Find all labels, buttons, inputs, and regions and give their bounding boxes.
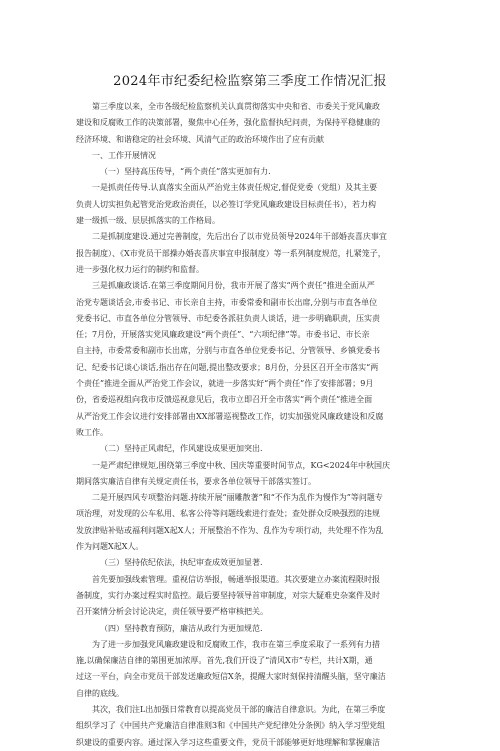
body-line: 过这一平台，向全市党员干部发送廉政短信X条，提醒大家时刻保持清醒头脑，坚守廉洁 [76,672,386,682]
body-line: 自律的底线。 [76,688,124,698]
body-line: 个责任”推进全面从严治党工作会议，就进一步落实好“两个责任”作了安排部署；9月 [76,379,374,389]
body-line: 经济环境、和谐稳定的社会环境、风清气正的政治环境作出了应有贡献 [76,134,324,144]
body-line: 期间落实廉洁自律有关规定责任书，要求各单位领导干部落实签订。 [76,476,316,486]
body-line: （三）坚持依纪依法，执纪审查成效更加显著. [100,558,263,568]
body-line: 施,以确保廉洁自律的第围更加浓厚。首先,我们开设了“清风X市”专栏，共计X期，通 [76,656,373,666]
body-line: （一）坚持高压传导，“两个责任”落实更加有力. [100,167,271,177]
body-line: 第三季度以来，全市各级纪检监察机关认真贯彻落实中央和省、市委关于党风廉政 [92,102,380,111]
body-line: 一、工作开展情况 [92,150,156,160]
body-line: 治党专题谈话会,市委书记、市长亲自主持，市委常委和副市长出席,分别与市直各单位 [76,297,378,307]
body-line: 进一步强化权力运行的制约和监督。 [76,264,204,274]
body-line: 从严治党工作会议进行安排部署由XX部署巡视整改工作，切实加强党风廉政建设和反腐 [76,411,384,421]
body-line: 建设和反腐败工作的决策部署，聚焦中心任务，强化监督执纪问责，为保持平稳健康的 [76,118,380,128]
body-line: 任；7月份，开展落实党风廉政建设“两个责任”、“六项纪律”等。市委书记、市长亲 [76,330,370,340]
body-line: 报告制度）、《X市党员干部操办婚丧喜庆事宜申报制度）等一系列制度规范，扎紧笼子， [76,248,386,258]
body-line: 建一级抓一级、层层抓落实的工作格局。 [76,216,220,226]
body-line: 组织学习了《中国共产党廉洁自律准则3和《中国共产党纪律处分条例》纳入学习型党组 [76,721,386,731]
body-line: 织建设的重要内容。通过深入学习这些重要文件，党员干部能够更好地理解和掌握廉洁 [76,737,380,747]
body-line: 发放津贴补贴或福利问题X起X人；开展整治不作为、乱作为专项行动，共处理不作为乱 [76,525,384,535]
body-line: 备制度，实行办案过程实时监控。最后要坚持领导首审制度，对宗大疑难史杂案件及时 [76,590,380,600]
body-line: 二是开展四风专项整治问题.持续开展“丽雕散著”和“不作为乱作为慢作为”等问题专 [92,493,383,503]
body-line: 三是抓廉政谈话.在第三季度期间月份，我市开展了落实“两个责任”推进全面从严 [92,281,375,291]
body-line: （二）坚持正风肃纪，作风建设成果更加突出. [100,444,263,454]
body-line: 党委书记、市直各单位分管领导、市纪委各派驻负责人谈话，进一步明确职责，压实责 [76,313,380,323]
body-line: 份，省委巡视组向我市反馈巡视意见后，我市立即召开全市落实“两个责任”推进全面 [76,395,373,405]
document-title: 2024年市纪委纪检监察第三季度工作情况汇报 [113,74,387,89]
body-line: 二是抓制度建设.通过完善制度，先后出台了以市党员领导2024年干部婚丧喜庆事宜 [92,232,387,242]
body-line: 召开案情分析会讨论决定，责任领导要严格审核把关。 [76,607,268,617]
body-line: 败工作。 [76,427,108,437]
body-line: 项治理，对发现的公车私用、私客公待等问题线索进行查处；查处群众反映强烈的违规 [76,509,380,519]
body-line: 负责人切实担负起管党治党政治责任，以必签订学党风廉政建设目标责任书），若力构 [76,199,376,209]
body-line: 一是抓责任传导.认真落实全面从严治党主体责任规定,督促党委（党组）及其主要 [92,183,378,193]
body-line: 记、纪委书记谈心谈话,指出存在问题,提出整改要求；8月份，分县区召开全市落实“两 [76,362,379,372]
body-line: 首先要加强线索管理。重视信访举报，畅通举报渠道。其次要建立办案流程限时报 [92,574,380,584]
body-line: 自主持，市委常委和副市长出席，分别与市直各单位党委书记、分管领导、乡镇党委书 [76,346,380,356]
body-line: 一是严肃纪律规矩,围绕第三季度中秋、国庆等重要时间节点，KG<2024年中秋国庆 [92,460,390,470]
document-body [76,99,424,751]
body-line: 作为问题X起X人。 [76,542,144,552]
body-line: （四）坚持教育预防，廉洁从政行为更加规范. [100,623,263,633]
body-line: 为了进一步加强党风廉政建设和反腐败工作，我市在第三季度采取了一系列有力措 [92,639,380,649]
body-line: 其次，我们注L出加强日常教育以提高党员干部的廉洁自律意识。为此，在第三季度 [92,704,386,714]
